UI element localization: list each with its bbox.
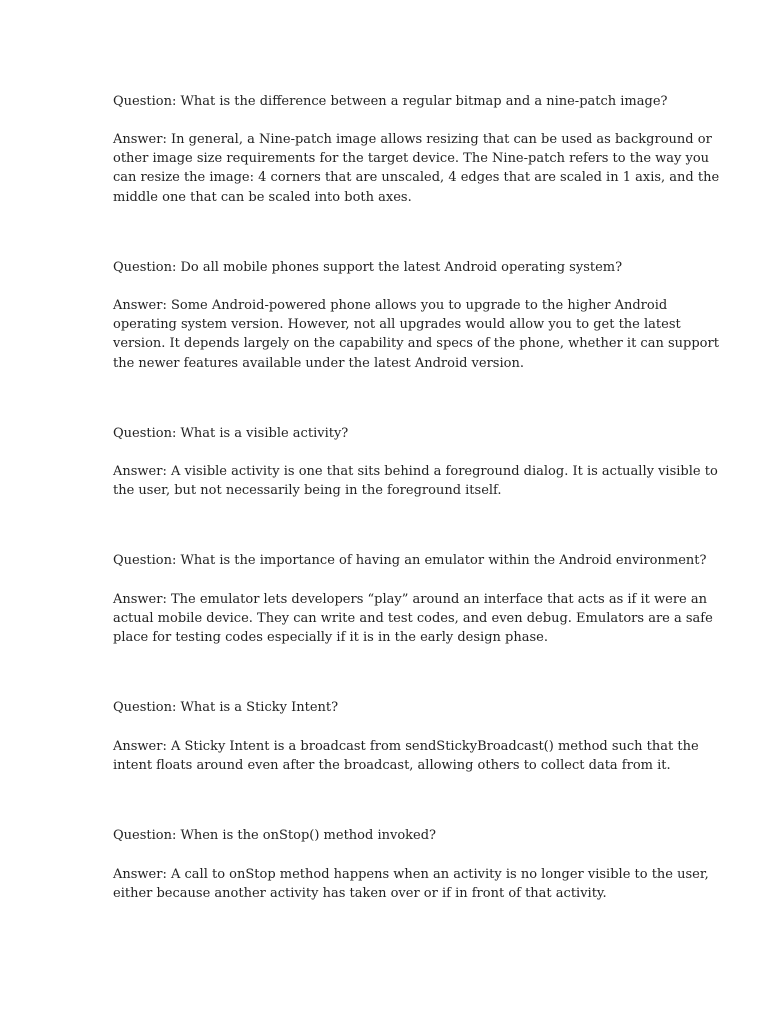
answer-text (113, 296, 719, 373)
answer-text (113, 130, 720, 207)
answer-line: actual mobile device. They can write and test codes, and even debug. Emulators are a safe (113, 611, 713, 627)
answer-line: intent floats around even after the broadcast, allowing others to collect data from it. (113, 758, 671, 774)
answer-line: operating system version. However, not all upgrades would allow you to get the latest (113, 317, 681, 333)
answer-line: other image size requirements for the target device. The Nine-patch refers to the way you (113, 151, 710, 167)
answer-line: Answer: The emulator lets developers “play” around an interface that acts as if it were an (113, 592, 707, 607)
question-text: Question: What is a Sticky Intent? (113, 700, 339, 715)
answer-line: Answer: A call to onStop method happens when an activity is no longer visible to the user, (113, 867, 709, 882)
answer-line: Answer: Some Android-powered phone allows you to upgrade to the higher Android (113, 298, 668, 313)
answer-line: either because another activity has taken over or if in front of that activity. (113, 886, 607, 902)
answer-line: the newer features available under the latest Android version. (113, 355, 524, 371)
answer-line: Answer: A Sticky Intent is a broadcast from sendStickyBroadcast() method such that the (113, 739, 699, 754)
question-text: Question: What is a visible activity? (113, 426, 349, 441)
answer-text (113, 590, 713, 648)
answer-text (113, 865, 709, 903)
answer-line: middle one that can be scaled into both axes. (113, 189, 412, 205)
answer-line: version. It depends largely on the capability and specs of the phone, whether it can support (113, 336, 719, 352)
answer-line: the user, but not necessarily being in the foreground itself. (113, 483, 502, 499)
question-text: Question: Do all mobile phones support the latest Android operating system? (113, 260, 623, 275)
question-text: Question: What is the importance of having an emulator within the Android environment? (113, 553, 707, 568)
answer-text (113, 737, 699, 775)
question-text: Question: What is the difference between a regular bitmap and a nine-patch image? (113, 94, 668, 109)
question-text: Question: When is the onStop() method invoked? (113, 828, 437, 843)
answer-line: can resize the image: 4 corners that are unscaled, 4 edges that are scaled in 1 axis, and the (113, 170, 720, 186)
answer-line: Answer: A visible activity is one that sits behind a foreground dialog. It is actually visible to (113, 464, 718, 479)
answer-text (113, 462, 718, 500)
answer-line: place for testing codes especially if it is in the early design phase. (113, 630, 548, 646)
answer-line: Answer: In general, a Nine-patch image allows resizing that can be used as background or (113, 132, 712, 147)
